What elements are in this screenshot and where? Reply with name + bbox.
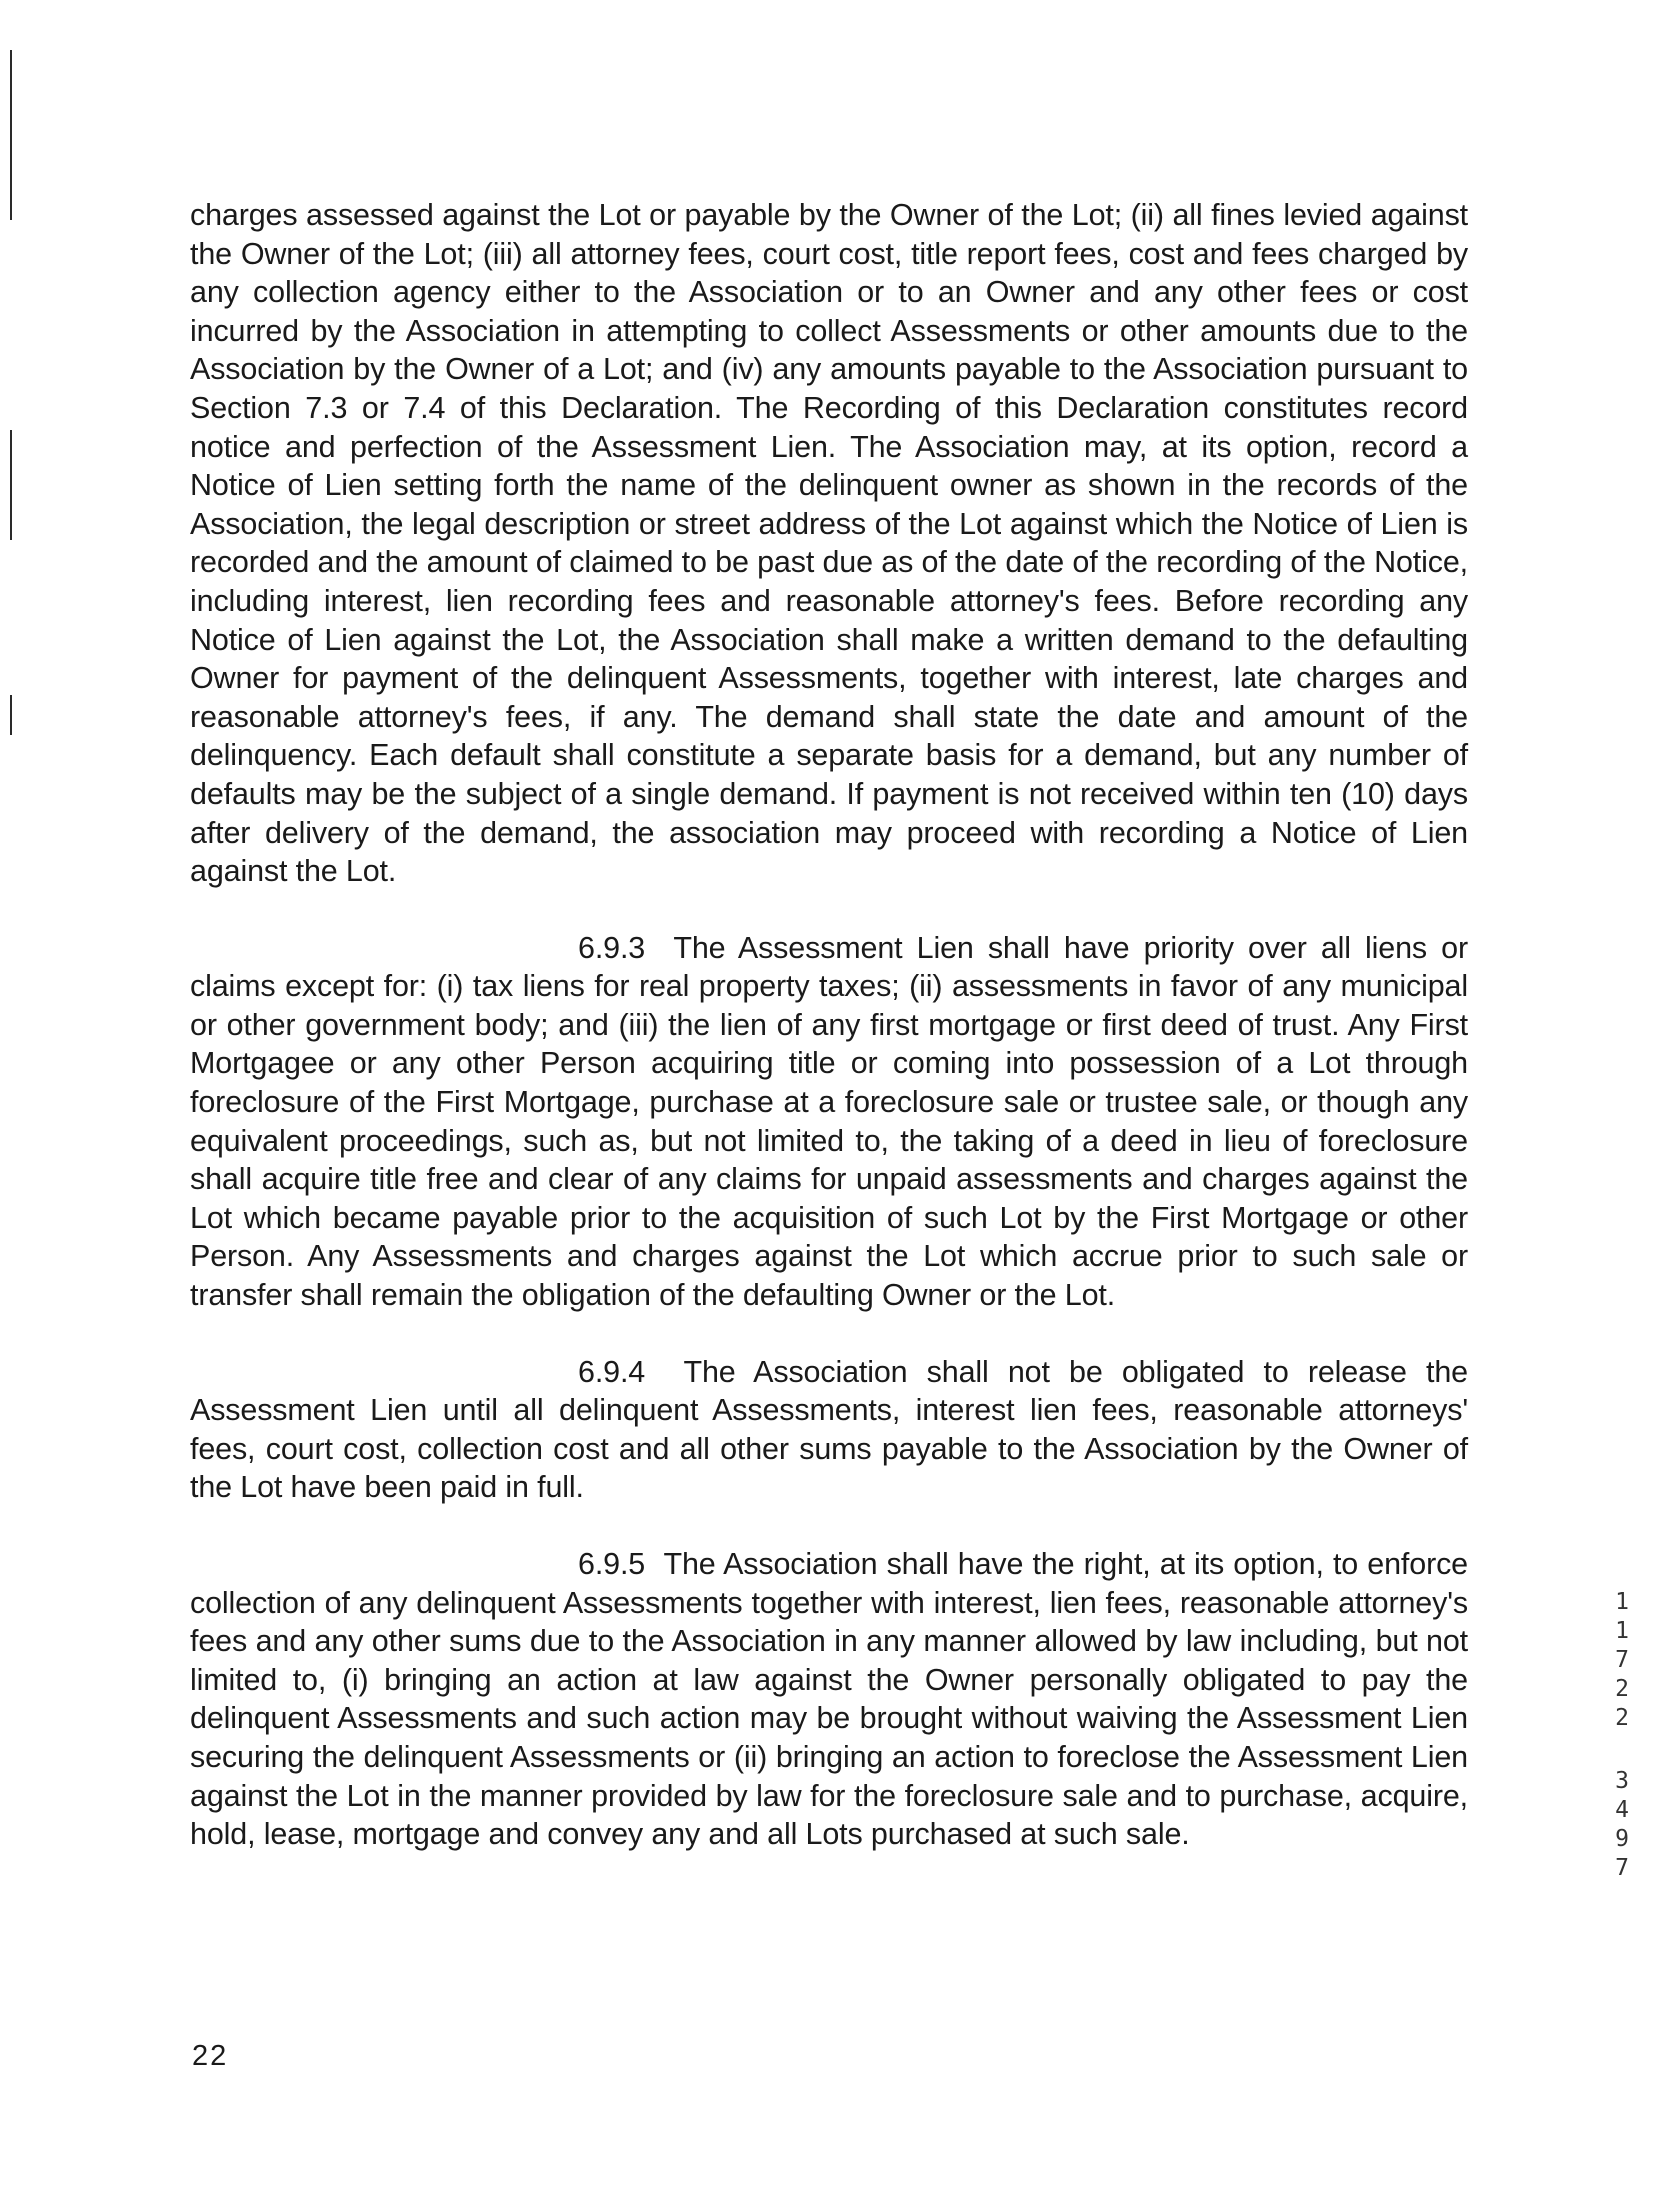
stamp-digit: 3 [1615, 1768, 1629, 1794]
margin-change-bar-1 [10, 50, 12, 220]
page-number: 22 [192, 2040, 229, 2072]
section-number: 6.9.4 [578, 1354, 646, 1389]
stamp-digit: 4 [1615, 1797, 1629, 1823]
stamp-digit: 1 [1615, 1618, 1629, 1644]
stamp-digit: 7 [1615, 1855, 1629, 1881]
section-6-9-5 [190, 1545, 1468, 1854]
section-text: The Association shall have the right, at its option, to enforce collection of any delinquent Assessments together with interest, lien fees, reasonable attorney's fees and any other sums due to the Association in any manner allowed by law including, but not limited to, (i) bringing an action at law against the Owner personally obligated to pay the delinquent Assessments and such action may be brought without waiving the Assessment Lien securing the delinquent Assessments or (ii) bringing an action to foreclose the Assessment Lien against the Lot in the manner provided by law for the foreclosure sale and to purchase, acquire, hold, lease, mortgage and convey any and all Lots purchased at such sale. [190, 1547, 1468, 1852]
stamp-digit: 7 [1615, 1647, 1629, 1673]
recording-stamp [1608, 1588, 1636, 1883]
section-6-9-3 [190, 929, 1468, 1315]
stamp-gap [1608, 1733, 1636, 1767]
section-number: 6.9.3 [578, 930, 646, 965]
stamp-digit: 9 [1615, 1826, 1629, 1852]
section-text: The Assessment Lien shall have priority over all liens or claims except for: (i) tax liens for real property taxes; (ii) assessments in favor of any municipal or other government body; and (iii) the lien of any first mortgage or first deed of trust. Any First Mortgagee or any other Person acquiring title or coming into possession of a Lot through foreclosure of the First Mortgage, purchase at a foreclosure sale or trustee sale, or though any equivalent proceedings, such as, but not limited to, the taking of a deed in lieu of foreclosure shall acquire title free and clear of any claims for unpaid assessments and charges against the Lot which became payable prior to the acquisition of such Lot by the First Mortgage or other Person. Any Assessments and charges against the Lot which accrue prior to such sale or transfer shall remain the obligation of the defaulting Owner or the Lot. [190, 930, 1468, 1313]
margin-change-bar-3 [10, 695, 12, 735]
section-number: 6.9.5 [578, 1547, 646, 1581]
stamp-digit: 2 [1615, 1705, 1629, 1731]
margin-change-bar-2 [10, 430, 12, 540]
section-text: The Association shall not be obligated to release the Assessment Lien until all delinquent Assessments, interest lien fees, reasonable attorneys' fees, court cost, collection cost and all other sums payable to the Association by the Owner of the Lot have been paid in full. [190, 1354, 1468, 1505]
section-6-9-4 [190, 1353, 1468, 1507]
paragraph-continued: charges assessed against the Lot or payable by the Owner of the Lot; (ii) all fines levied against the Owner of the Lot; (iii) all attorney fees, court cost, title report fees, cost and fees charged by any collection agency either to the Association or to an Owner and any other fees or cost incurred by the Association in attempting to collect Assessments or other amounts due to the Association by the Owner of a Lot; and (iv) any amounts payable to the Association pursuant to Section 7.3 or 7.4 of this Declaration. The Recording of this Declaration constitutes record notice and perfection of the Assessment Lien. The Association may, at its option, record a Notice of Lien setting forth the name of the delinquent owner as shown in the records of the Association, the legal description or street address of the Lot against which the Notice of Lien is recorded and the amount of claimed to be past due as of the date of the recording of the Notice, including interest, lien recording fees and reasonable attorney's fees. Before recording any Notice of Lien against the Lot, the Association shall make a written demand to the defaulting Owner for payment of the delinquent Assessments, together with interest, late charges and reasonable attorney's fees, if any. The demand shall state the date and amount of the delinquency. Each default shall constitute a separate basis for a demand, but any number of defaults may be the subject of a single demand. If payment is not received within ten (10) days after delivery of the demand, the association may proceed with recording a Notice of Lien against the Lot. [190, 198, 1468, 889]
document-body [190, 196, 1468, 1892]
stamp-digit: 2 [1615, 1676, 1629, 1702]
stamp-digit: 1 [1615, 1589, 1629, 1615]
